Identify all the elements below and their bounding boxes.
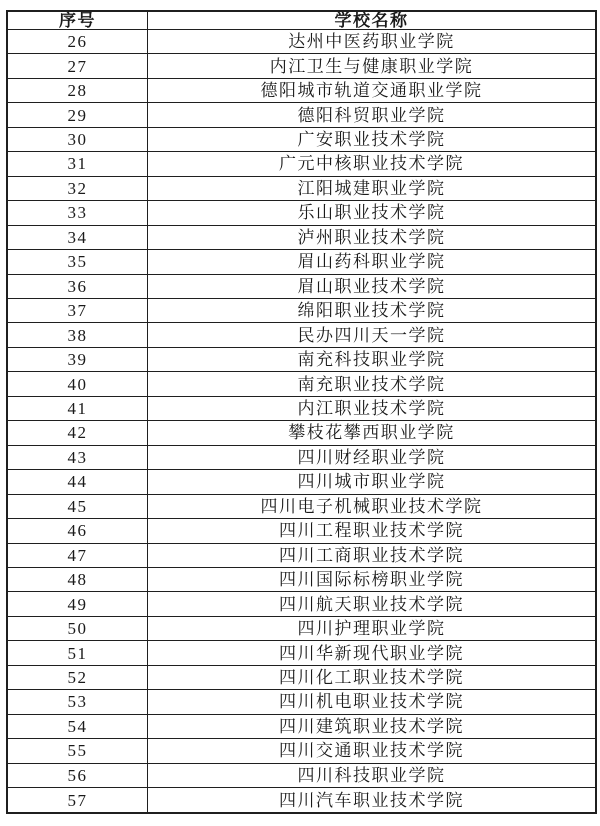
row-school-name: 四川汽车职业技术学院 [148, 788, 597, 813]
table-row [7, 54, 596, 78]
table-row [7, 739, 596, 763]
row-school-name: 德阳科贸职业学院 [148, 103, 597, 127]
table-row [7, 225, 596, 249]
table-row [7, 714, 596, 738]
table-row [7, 519, 596, 543]
row-school-name: 乐山职业技术学院 [148, 201, 597, 225]
row-serial-number: 34 [7, 225, 148, 249]
table-row [7, 665, 596, 689]
table-row [7, 78, 596, 102]
row-serial-number: 42 [7, 421, 148, 445]
row-school-name: 四川国际标榜职业学院 [148, 567, 597, 591]
row-school-name: 内江卫生与健康职业学院 [148, 54, 597, 78]
row-serial-number: 47 [7, 543, 148, 567]
row-serial-number: 29 [7, 103, 148, 127]
header-row [7, 11, 596, 30]
row-serial-number: 44 [7, 470, 148, 494]
row-serial-number: 49 [7, 592, 148, 616]
row-school-name: 德阳城市轨道交通职业学院 [148, 78, 597, 102]
row-serial-number: 41 [7, 396, 148, 420]
row-serial-number: 50 [7, 616, 148, 640]
table-row [7, 592, 596, 616]
row-school-name: 四川航天职业技术学院 [148, 592, 597, 616]
table-row [7, 567, 596, 591]
table-head [7, 11, 596, 30]
row-serial-number: 30 [7, 127, 148, 151]
row-serial-number: 36 [7, 274, 148, 298]
row-serial-number: 28 [7, 78, 148, 102]
row-school-name: 四川建筑职业技术学院 [148, 714, 597, 738]
table-row [7, 788, 596, 813]
row-serial-number: 38 [7, 323, 148, 347]
table-row [7, 323, 596, 347]
table-body [7, 30, 596, 814]
table-row [7, 396, 596, 420]
row-school-name: 南充职业技术学院 [148, 372, 597, 396]
row-school-name: 眉山药科职业学院 [148, 250, 597, 274]
table-row [7, 641, 596, 665]
row-serial-number: 27 [7, 54, 148, 78]
row-serial-number: 56 [7, 763, 148, 787]
row-school-name: 绵阳职业技术学院 [148, 298, 597, 322]
row-school-name: 攀枝花攀西职业学院 [148, 421, 597, 445]
row-serial-number: 31 [7, 152, 148, 176]
row-serial-number: 35 [7, 250, 148, 274]
row-school-name: 达州中医药职业学院 [148, 30, 597, 54]
row-school-name: 广安职业技术学院 [148, 127, 597, 151]
row-serial-number: 51 [7, 641, 148, 665]
row-serial-number: 54 [7, 714, 148, 738]
row-serial-number: 46 [7, 519, 148, 543]
table-row [7, 152, 596, 176]
row-school-name: 泸州职业技术学院 [148, 225, 597, 249]
row-serial-number: 40 [7, 372, 148, 396]
row-school-name: 四川科技职业学院 [148, 763, 597, 787]
row-school-name: 四川化工职业技术学院 [148, 665, 597, 689]
row-serial-number: 43 [7, 445, 148, 469]
row-serial-number: 32 [7, 176, 148, 200]
row-school-name: 广元中核职业技术学院 [148, 152, 597, 176]
row-serial-number: 57 [7, 788, 148, 813]
row-serial-number: 39 [7, 347, 148, 371]
row-school-name: 四川电子机械职业技术学院 [148, 494, 597, 518]
table-row [7, 274, 596, 298]
row-school-name: 民办四川天一学院 [148, 323, 597, 347]
row-serial-number: 26 [7, 30, 148, 54]
table-row [7, 201, 596, 225]
table-row [7, 543, 596, 567]
header-serial-number: 序号 [7, 11, 148, 30]
row-school-name: 眉山职业技术学院 [148, 274, 597, 298]
row-school-name: 四川机电职业技术学院 [148, 690, 597, 714]
table-row [7, 616, 596, 640]
school-table [6, 10, 597, 814]
row-serial-number: 33 [7, 201, 148, 225]
row-school-name: 四川财经职业学院 [148, 445, 597, 469]
row-school-name: 四川城市职业学院 [148, 470, 597, 494]
row-school-name: 四川护理职业学院 [148, 616, 597, 640]
row-school-name: 南充科技职业学院 [148, 347, 597, 371]
row-serial-number: 37 [7, 298, 148, 322]
table-row [7, 103, 596, 127]
table-row [7, 30, 596, 54]
table-row [7, 250, 596, 274]
row-school-name: 四川工程职业技术学院 [148, 519, 597, 543]
table-row [7, 127, 596, 151]
table-row [7, 372, 596, 396]
header-school-name: 学校名称 [148, 11, 597, 30]
row-school-name: 四川工商职业技术学院 [148, 543, 597, 567]
table-row [7, 494, 596, 518]
row-school-name: 江阳城建职业学院 [148, 176, 597, 200]
row-serial-number: 55 [7, 739, 148, 763]
table-row [7, 470, 596, 494]
row-serial-number: 52 [7, 665, 148, 689]
row-serial-number: 48 [7, 567, 148, 591]
table-row [7, 298, 596, 322]
table-row [7, 445, 596, 469]
row-school-name: 四川交通职业技术学院 [148, 739, 597, 763]
row-serial-number: 45 [7, 494, 148, 518]
table-row [7, 347, 596, 371]
row-school-name: 四川华新现代职业学院 [148, 641, 597, 665]
row-school-name: 内江职业技术学院 [148, 396, 597, 420]
table-row [7, 421, 596, 445]
table-row [7, 690, 596, 714]
table-row [7, 176, 596, 200]
row-serial-number: 53 [7, 690, 148, 714]
table-row [7, 763, 596, 787]
